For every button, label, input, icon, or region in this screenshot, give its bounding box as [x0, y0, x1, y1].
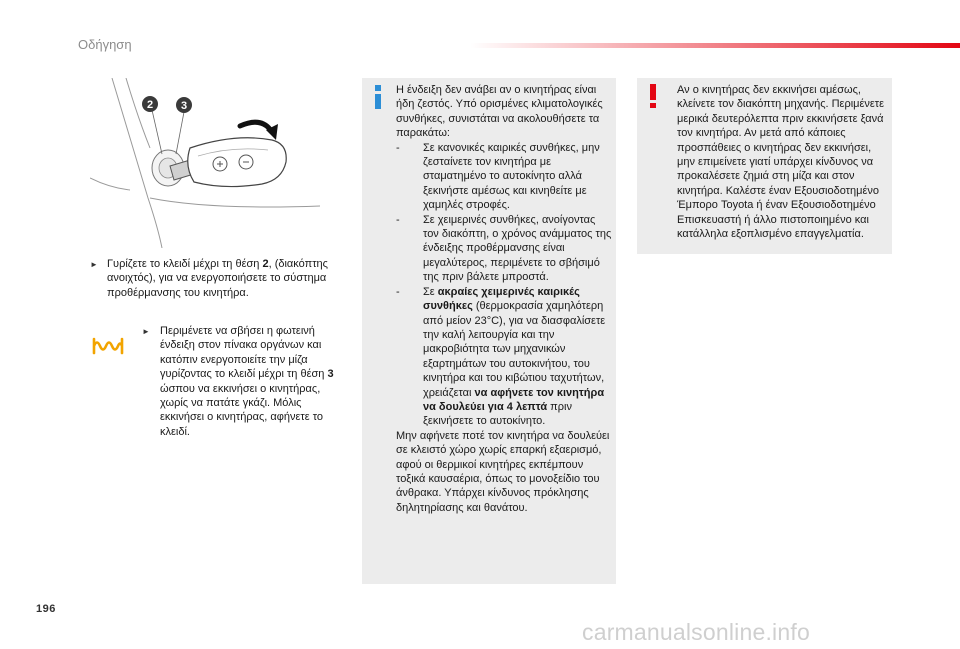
step-turn-key [90, 257, 350, 300]
header-accent-bar [470, 43, 960, 48]
section-title: Οδήγηση [78, 37, 132, 52]
info-bullet-extreme-winter: - Σε ακραίες χειμερινές καιρικές συνθήκες (θερμοκρασία χαμηλότερη από μείον 23°C), για να διασφαλίσετε την καλή λειτουργία και την μακροβιότητα των μηχανικών εξαρτημάτων του αυτοκινήτου, του κινητήρα και του κιβώτιου ταχυτήτων, χρειάζεται να αφήνετε τον κινητήρα να δουλεύει για 4 λεπτά πριν ξεκινήσετε το αυτοκίνητο. [396, 285, 606, 428]
callout-3 [176, 97, 192, 154]
info-bullet-winter: - Σε χειμερινές συνθήκες, ανοίγοντας τον διακόπτη, ο χρόνος ανάμματος της ένδειξης προθέρμανσης είναι μεγαλύτερος, περιμένετε το σβήσιμό της πριν βάλετε μπροστά. [396, 213, 612, 284]
info-panel [362, 78, 616, 584]
warning-text: Αν ο κινητήρας δεν εκκινήσει αμέσως, κλείνετε τον διακόπτη μηχανής. Περιμένετε μερικά δευτερόλεπτα πριν εκκινήσετε ξανά τον κινητήρα. Αν μετά από κάποιες προσπάθειες ο κινητήρας δεν εκκινήσει, μην επιμείνετε γιατί υπάρχει κίνδυνος να προκαλέσετε ζημιά στη μίζα και στον κινητήρα. Καλέστε έναν Εξουσιοδοτημένο Έμπορο Toyota ή έναν Εξουσιοδοτημένο Επισκευαστή ή άλλο πιστοποιημένο και κατάλληλα εξοπλισμένο επαγγελματία. [677, 84, 885, 241]
warning-panel [637, 78, 892, 254]
bullet-arrow-icon: ► [90, 260, 98, 269]
info-bullet-normal: - Σε κανονικές καιρικές συνθήκες, μην ζεσταίνετε τον κινητήρα με σταματημένο το αυτοκίνητο αλλά ξεκινήστε αμέσως και κινηθείτε με χαμηλές στροφές. [396, 141, 600, 212]
step-text: Γυρίζετε το κλειδί μέχρι τη θέση 2, (διακόπτης ανοιχτός), για να ενεργοποιήσετε το σύστημα προθέρμανσης του κινητήρα. [107, 258, 328, 299]
svg-text:2: 2 [146, 99, 154, 111]
page-number: 196 [36, 603, 56, 615]
svg-text:3: 3 [180, 100, 188, 112]
preheating-glow-plug-icon [92, 335, 124, 357]
warning-exclamation-icon [649, 84, 657, 108]
info-intro: Η ένδειξη δεν ανάβει αν ο κινητήρας είναι ήδη ζεστός. Υπό ορισμένες κλιματολογικές συνθήκες, συνιστάται να ακολουθήσετε τα παρακάτω: [396, 84, 603, 140]
bullet-arrow-icon: ► [142, 327, 150, 336]
notice-text: Περιμένετε να σβήσει η φωτεινή ένδειξη στον πίνακα οργάνων και κατόπιν ενεργοποιείτε την μίζα γυρίζοντας το κλειδί μέχρι τη θέση 3 ώσπου να εκκινήσει ο κινητήρας, χωρίς να πατάτε γκάζι. Μόλις εκκινήσει ο κινητήρας, αφήνετε το κλειδί. [160, 325, 334, 438]
notice-wait-indicator [142, 324, 347, 439]
info-icon [372, 85, 386, 109]
watermark: carmanualsonline.info [582, 619, 810, 645]
ignition-key-illustration [90, 78, 330, 248]
info-closing: Μην αφήνετε ποτέ τον κινητήρα να δουλεύει σε κλειστό χώρο χωρίς επαρκή εξαερισμό, αφού οι θερμικοί κινητήρες εκπέμπουν τοξικά καυσαέρια, όπως το μονοξείδιο του άνθρακα. Υπάρχει κίνδυνος πρόκλησης δηλητηρίασης και θανάτου. [396, 429, 610, 514]
info-content [396, 83, 612, 515]
callout-2 [142, 96, 162, 154]
car-key-icon [170, 138, 286, 187]
